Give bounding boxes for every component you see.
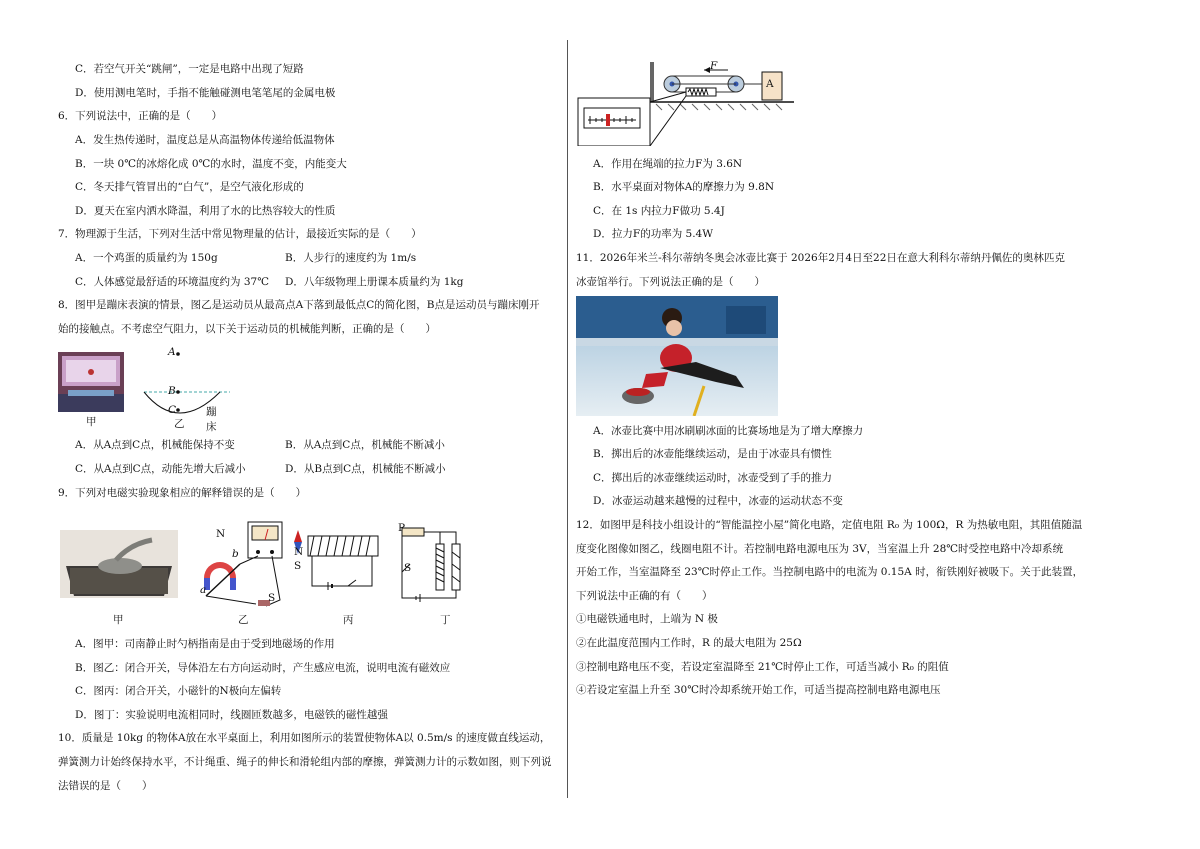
q8-stem-line2: 始的接触点。不考虑空气阻力，以下关于运动员的机械能判断，正确的是（ ） — [58, 323, 436, 335]
q12-statement-3: ③控制电路电压不变，若设定室温降至 21℃时停止工作，可适当减小 R₀ 的阻值 — [576, 661, 949, 673]
q8-option-b: B．从A点到C点，机械能不断减小 — [285, 439, 445, 451]
q9-caption-yi: 乙 — [238, 614, 249, 626]
q7-option-c: C．人体感觉最舒适的环境温度约为 37℃ — [75, 276, 269, 288]
q8-option-d: D．从B点到C点，机械能不断减小 — [285, 463, 446, 475]
q8-stem-line1: 8．图甲是蹦床表演的情景，图乙是运动员从最高点A下落到最低点C的简化图，B点是运动员与蹦床刚开 — [58, 299, 540, 311]
q10-option-a: A．作用在绳端的拉力F为 3.6N — [593, 158, 743, 170]
q9-option-a: A．图甲：司南静止时勺柄指南是由于受到地磁场的作用 — [75, 638, 335, 650]
q12-stem-line3: 开始工作，当室温降至 23℃时停止工作。当控制电路中的电流为 0.15A 时，衔铁刚好被吸下。关于此装置， — [576, 566, 1084, 578]
solenoid-compass-diagram — [292, 530, 382, 600]
q9-option-d: D．图丁：实验说明电流相同时，线圈匝数越多，电磁铁的磁性越强 — [75, 709, 388, 721]
q5-option-c: C．若空气开关“跳闸”，一定是电路中出现了短路 — [75, 63, 304, 75]
q8-fig-label-bed: 蹦床 — [206, 406, 217, 433]
q9-fig-label-b: b — [232, 548, 239, 560]
q9-fig-label-n: N — [216, 528, 226, 540]
q11-option-a: A．冰壶比赛中用冰刷刷冰面的比赛场地是为了增大摩擦力 — [593, 425, 864, 437]
q11-option-b: B．掷出后的冰壶能继续运动，是由于冰壶具有惯性 — [593, 448, 832, 460]
trampoline-photo — [58, 352, 124, 412]
sinan-compass-photo — [60, 530, 178, 598]
q9-caption-jia: 甲 — [113, 614, 124, 626]
curling-photo — [576, 296, 778, 416]
q9-fig-label-p: P — [398, 522, 406, 534]
q12-statement-1: ①电磁铁通电时，上端为 N 极 — [576, 613, 718, 625]
q11-option-c: C．掷出后的冰壶继续运动时，冰壶受到了手的推力 — [593, 472, 833, 484]
q9-option-c: C．图丙：闭合开关，小磁针的N极向左偏转 — [75, 685, 282, 697]
q9-caption-ding: 丁 — [440, 614, 451, 626]
q10-option-b: B．水平桌面对物体A的摩擦力为 9.8N — [593, 181, 775, 193]
q7-stem: 7．物理源于生活，下列对生活中常见物理量的估计，最接近实际的是（ ） — [58, 228, 422, 240]
q9-caption-bing: 丙 — [343, 614, 354, 626]
q10-option-c: C．在 1s 内拉力F做功 5.4J — [593, 205, 725, 217]
q10-fig-label-a: A — [766, 78, 774, 90]
q9-fig-label-s-2: S — [294, 560, 302, 572]
q9-option-b: B．图乙：闭合开关，导体沿左右方向运动时，产生感应电流，说明电流有磁效应 — [75, 662, 451, 674]
column-divider — [567, 40, 568, 798]
q10-stem-line3: 法错误的是（ ） — [58, 780, 153, 792]
q7-option-d: D．八年级物理上册课本质量约为 1kg — [285, 276, 464, 288]
q6-option-c: C．冬天排气管冒出的“白气”，是空气液化形成的 — [75, 181, 304, 193]
q8-caption-jia: 甲 — [86, 416, 97, 428]
induction-experiment-diagram — [196, 520, 300, 612]
q9-fig-label-s: S — [268, 592, 276, 604]
q12-statement-4: ④若设定室温上升至 30℃时冷却系统开始工作，可适当提高控制电路电源电压 — [576, 684, 941, 696]
q6-option-b: B．一块 0℃的冰熔化成 0℃的水时，温度不变，内能变大 — [75, 158, 347, 170]
q8-option-a: A．从A点到C点，机械能保持不变 — [75, 439, 235, 451]
q6-option-d: D．夏天在室内洒水降温，利用了水的比热容较大的性质 — [75, 205, 336, 217]
q12-statement-2: ②在此温度范围内工作时，R 的最大电阻为 25Ω — [576, 637, 802, 649]
q11-stem-line2: 冰壶馆举行。下列说法正确的是（ ） — [576, 276, 765, 288]
q7-option-b: B．人步行的速度约为 1m/s — [285, 252, 417, 264]
q11-option-d: D．冰壶运动越来越慢的过程中，冰壶的运动状态不变 — [593, 495, 843, 507]
q9-stem: 9．下列对电磁实验现象相应的解释错误的是（ ） — [58, 487, 307, 499]
q8-option-c: C．从A点到C点，动能先增大后减小 — [75, 463, 246, 475]
q9-fig-label-a: a — [200, 584, 207, 596]
q10-stem-line1: 10．质量是 10kg 的物体A放在水平桌面上，利用如图所示的装置使物体A以 0.5m/s 的速度做直线运动， — [58, 732, 551, 744]
q8-caption-yi: 乙 — [174, 418, 185, 430]
q12-stem-line1: 12．如图甲是科技小组设计的“智能温控小屋”简化电路，定值电阻 R₀ 为 100Ω，R 为热敏电阻，其阻值随温 — [576, 519, 1083, 531]
q10-option-d: D．拉力F的功率为 5.4W — [593, 228, 714, 240]
q6-stem: 6．下列说法中，正确的是（ ） — [58, 110, 223, 122]
q6-option-a: A．发生热传递时，温度总是从高温物体传递给低温物体 — [75, 134, 335, 146]
q5-option-d: D．使用测电笔时，手指不能触碰测电笔笔尾的金属电极 — [75, 87, 336, 99]
q7-option-a: A．一个鸡蛋的质量约为 150g — [75, 252, 218, 264]
q12-stem-line4: 下列说法中正确的有（ ） — [576, 590, 713, 602]
q8-fig-label-c: C — [168, 404, 177, 416]
q10-fig-label-f: F — [710, 60, 718, 72]
q12-stem-line2: 度变化图像如图乙，线圈电阻不计。若控制电路电源电压为 3V，当室温上升 28℃时受控电路中冷却系统 — [576, 543, 1064, 555]
q10-stem-line2: 弹簧测力计始终保持水平，不计绳重、绳子的伸长和滑轮组内部的摩擦，弹簧测力计的示数如图，则下列说 — [58, 756, 552, 768]
q8-fig-label-b: B — [168, 385, 176, 397]
q11-stem-line1: 11．2026年米兰-科尔蒂纳冬奥会冰壶比赛于 2026年2月4日至22日在意大利科尔蒂纳丹佩佐的奥林匹克 — [576, 252, 1065, 264]
q9-fig-label-s-3: S — [404, 562, 412, 574]
trampoline-diagram — [140, 344, 240, 420]
pulley-spring-scale-diagram — [576, 62, 794, 146]
q8-fig-label-a: A — [168, 346, 176, 358]
q9-fig-label-n-2: N — [294, 546, 304, 558]
